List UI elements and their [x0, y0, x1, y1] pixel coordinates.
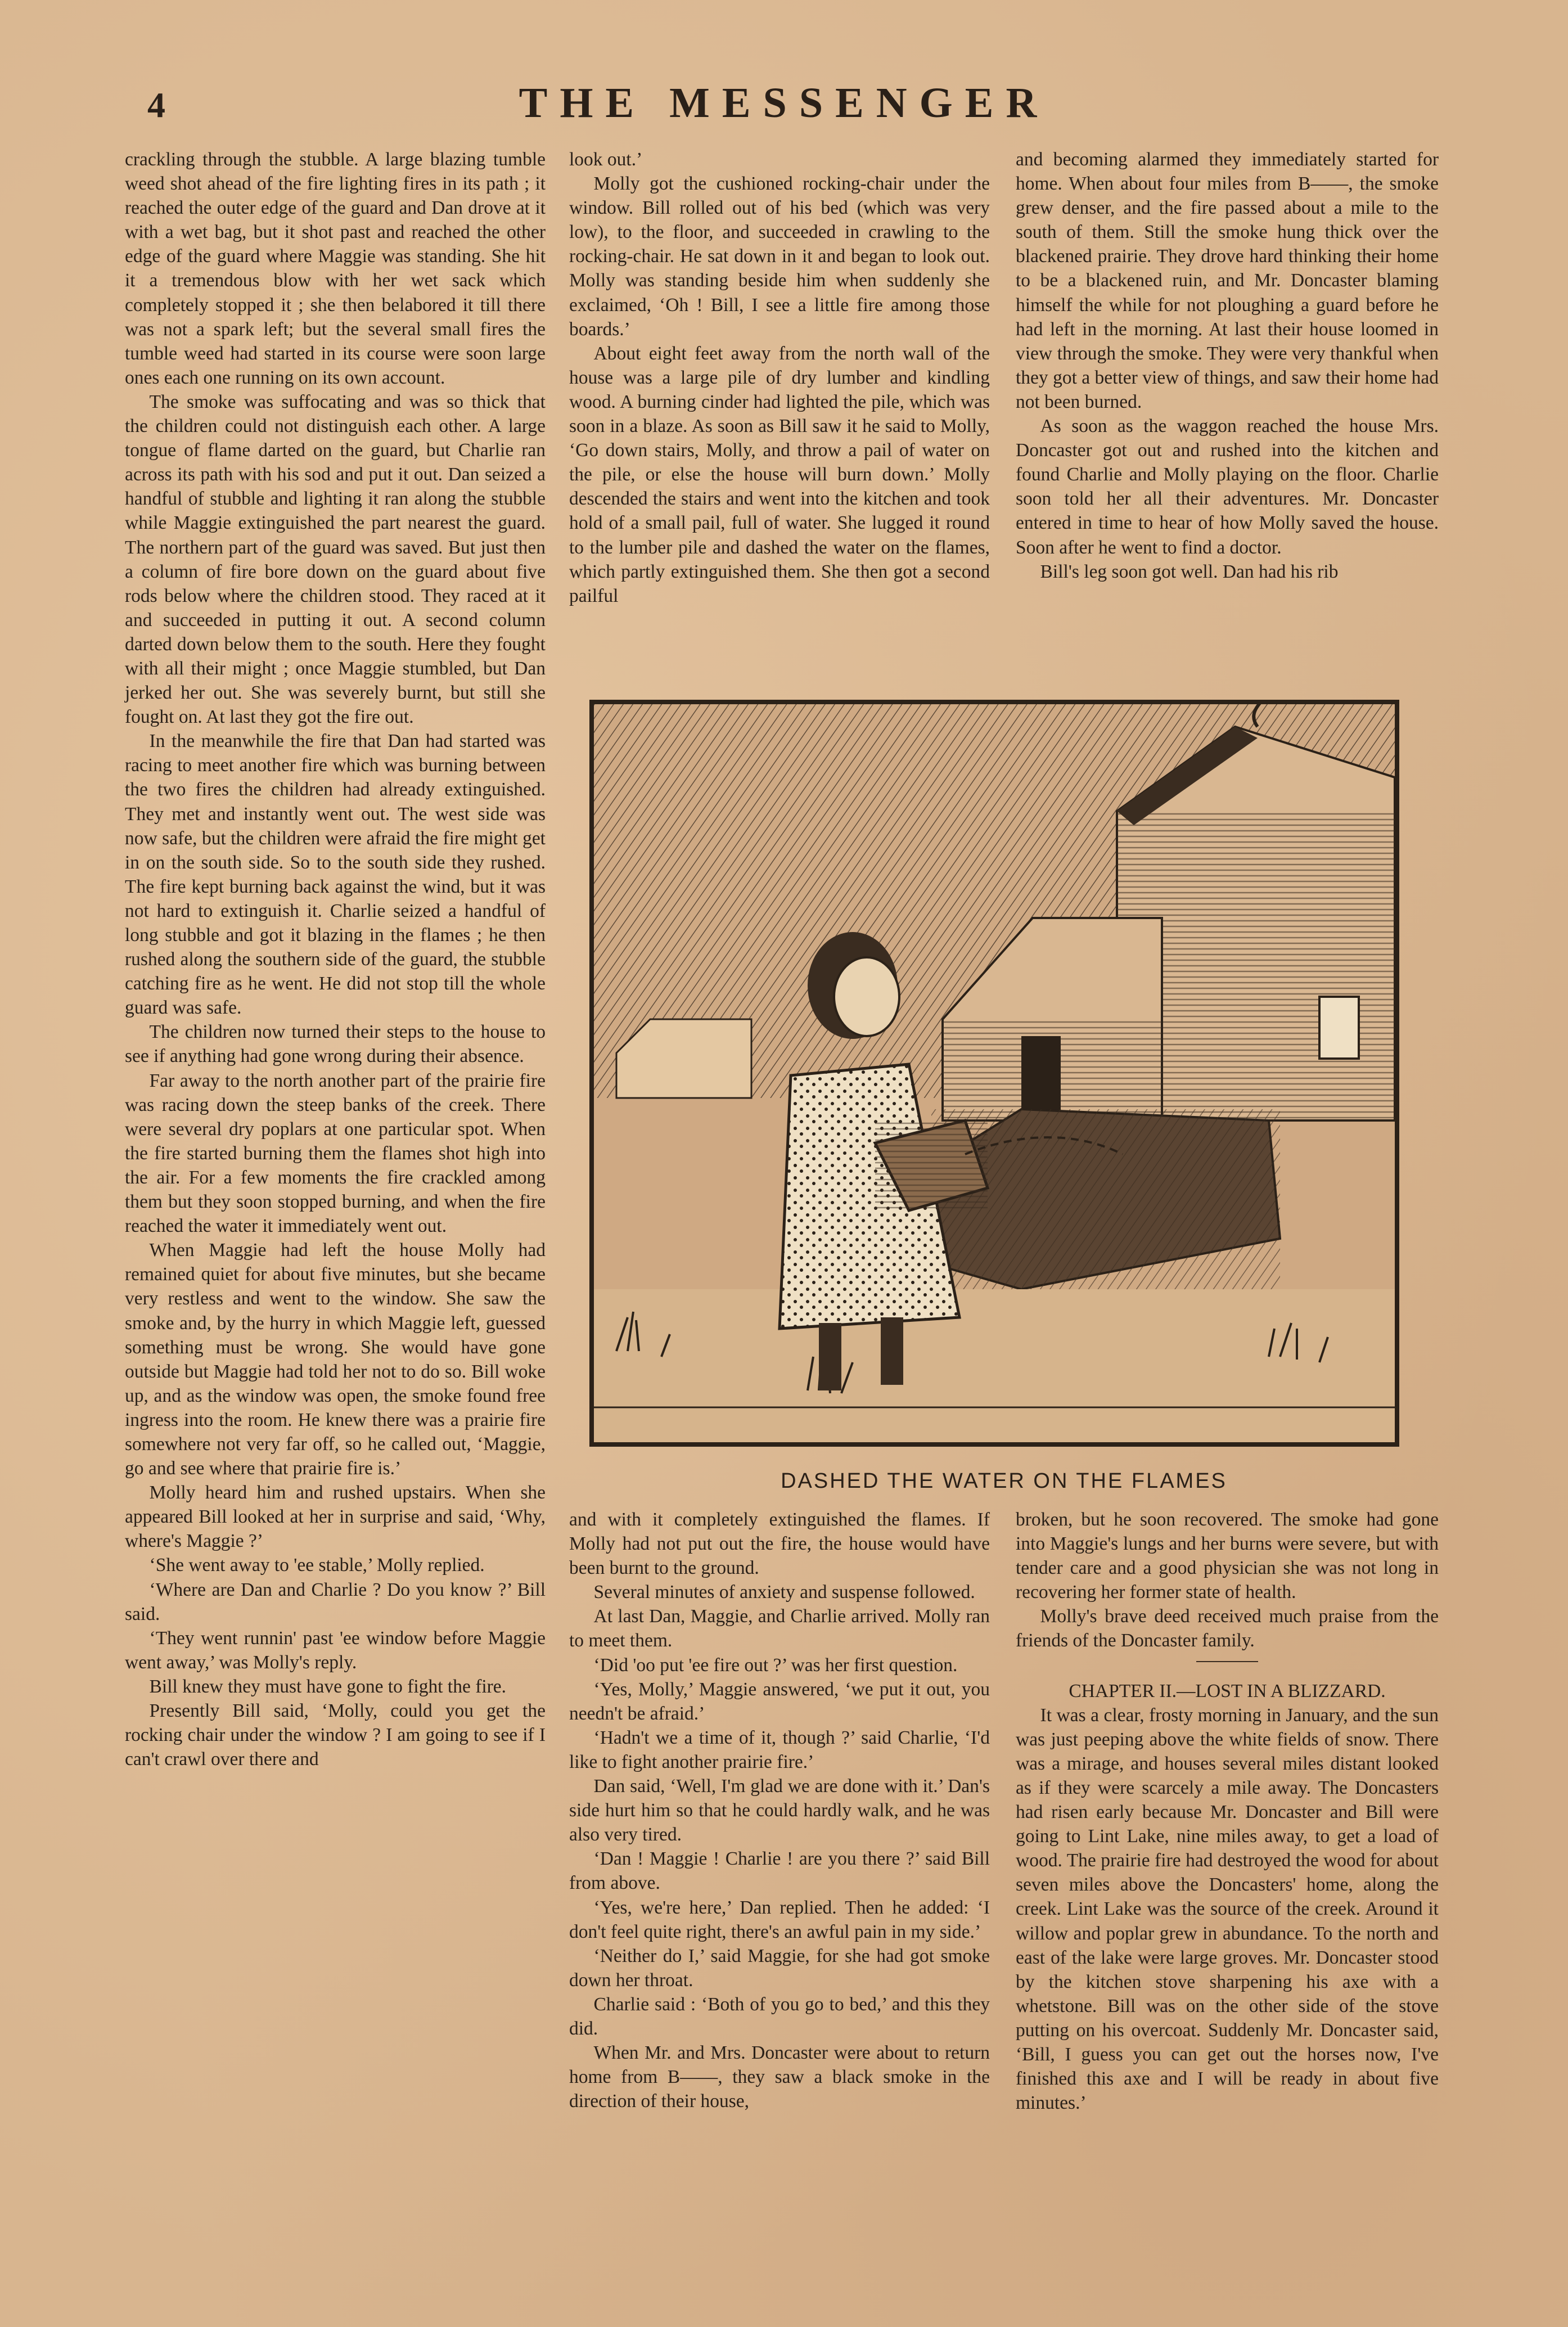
paragraph: It was a clear, frosty morning in January, and the sun was just peeping above the white fields of snow. There was a mirage, and houses several miles distant looked as if they were scarcely a mile away. The Doncasters had risen early because Mr. Doncaster and Bill were going to Lint Lake, nine miles away, to get a load of wood. The prairie fire had destroyed the wood for about seven miles above the Doncasters' home, along the creek. Lint Lake was the source of the creek. Around it willow and poplar grew in abundance. To the north and east of the lake were large groves. Mr. Doncaster stood by the kitchen stove sharpening his axe with a whetstone. Bill was on the other side of the stove putting on his overcoat. Suddenly Mr. Doncaster said, ‘Bill, I guess you can get out the horses now, I've finished this axe and I will be ready in about five minutes.’: [1016, 1704, 1439, 2114]
paragraph: crackling through the stubble. A large blazing tumble weed shot ahead of the fire lighting fires in its path ; it reached the outer edge of the guard and Dan drove at it with a wet bag, but it shot past and reached the other edge of the guard where Maggie was standing. She hit it a tremendous blow with her wet sack which completely stopped it ; she then belabored it till there was not a spark left; but the several small fires the tumble weed had started in its course were soon large ones each one running on its own account.: [125, 149, 546, 388]
page-number: 4: [147, 85, 165, 125]
paragraph: ‘They went runnin' past 'ee window before Maggie went away,’ was Molly's reply.: [125, 1627, 546, 1673]
paragraph: ‘Where are Dan and Charlie ? Do you know ?’ Bill said.: [125, 1579, 546, 1624]
text-column-2-top: [569, 147, 990, 608]
paragraph: Presently Bill said, ‘Molly, could you get the rocking chair under the window ? I am going to see if I can't crawl over there and: [125, 1700, 546, 1770]
paragraph: look out.’: [569, 149, 643, 170]
paragraph: Molly got the cushioned rocking-chair under the window. Bill rolled out of his bed (which was very low), to the floor, and succeeded in crawling to the rocking-chair. He sat down in it and began to look out. Molly was standing beside him when suddenly she exclaimed, ‘Oh ! Bill, I see a little fire among those boards.’: [569, 173, 990, 340]
paragraph: As soon as the waggon reached the house Mrs. Doncaster got out and rushed into the kitchen and found Charlie and Molly playing on the floor. Charlie soon told her all their adventures. Mr. Doncaster entered in time to hear of how Molly saved the house. Soon after he went to find a doctor.: [1016, 416, 1439, 558]
paragraph: Molly heard him and rushed upstairs. When she appeared Bill looked at her in surprise and said, ‘Why, where's Maggie ?’: [125, 1482, 546, 1552]
paragraph: ‘Yes, Molly,’ Maggie answered, ‘we put it out, you needn't be afraid.’: [569, 1678, 990, 1724]
paragraph: ‘She went away to 'ee stable,’ Molly replied.: [149, 1555, 485, 1576]
paragraph: The children now turned their steps to the house to see if anything had gone wrong during their absence.: [125, 1021, 546, 1067]
paragraph: ‘Hadn't we a time of it, though ?’ said Charlie, ‘I'd like to fight another prairie fire.’: [569, 1727, 990, 1772]
illustration-girl-with-pail: [589, 700, 1399, 1447]
paragraph: ‘Yes, we're here,’ Dan replied. Then he added: ‘I don't feel quite right, there's an awful pain in my side.’: [569, 1897, 990, 1942]
paragraph: At last Dan, Maggie, and Charlie arrived. Molly ran to meet them.: [569, 1606, 990, 1651]
paragraph: When Maggie had left the house Molly had remained quiet for about five minutes, but she became very restless and went to the window. She saw the smoke and, by the hurry in which Maggie left, guessed something must be wrong. She would have gone outside but Maggie had told her not to do so. Bill woke up, and as the window was open, the smoke found free ingress into the room. He knew there was a prairie fire somewhere not very far off, so he called out, ‘Maggie, go and see where that prairie fire is.’: [125, 1240, 546, 1479]
paragraph: ‘Neither do I,’ said Maggie, for she had got smoke down her throat.: [569, 1945, 990, 1991]
paragraph: Bill knew they must have gone to fight the fire.: [149, 1676, 507, 1697]
section-divider: [1196, 1661, 1258, 1662]
paragraph: Far away to the north another part of the prairie fire was racing down the steep banks of the creek. There were several dry poplars at one particular spot. When the fire started burning them the flames shot high into the air. For a few moments the fire crackled among them but they soon stopped burning, and when the fire reached the water it immediately went out.: [125, 1070, 546, 1237]
illustration-caption: DASHED THE WATER ON THE FLAMES: [781, 1469, 1227, 1493]
paragraph: When Mr. and Mrs. Doncaster were about to return home from B——, they saw a black smoke in the direction of their house,: [569, 2042, 990, 2112]
paragraph: and with it completely extinguished the flames. If Molly had not put out the fire, the house would have been burnt to the ground.: [569, 1509, 990, 1579]
engraving-drawing: [594, 704, 1395, 1442]
text-column-1: [125, 147, 546, 1771]
paragraph: Dan said, ‘Well, I'm glad we are done with it.’ Dan's side hurt him so that he could hardly walk, and he was also very tired.: [569, 1776, 990, 1846]
text-column-2-bottom: [569, 1507, 990, 2113]
masthead-title: THE MESSENGER: [519, 79, 1049, 127]
paragraph: Charlie said : ‘Both of you go to bed,’ and this they did.: [569, 1993, 990, 2039]
text-column-3-top: [1016, 147, 1439, 584]
paragraph: ‘Did 'oo put 'ee fire out ?’ was her first question.: [593, 1654, 958, 1676]
paragraph: and becoming alarmed they immediately started for home. When about four miles from B——, the smoke grew denser, and the fire passed about a mile to the south of them. Still the smoke hung thick over the blackened prairie. They drove hard thinking their home to be a blackened ruin, and Mr. Doncaster blaming himself the while for not ploughing a guard before he had left in the morning. At last their house loomed in view through the smoke. They were very thankful when they got a better view of things, and saw their home had not been burned.: [1016, 149, 1439, 412]
paragraph: Molly's brave deed received much praise from the friends of the Doncaster family.: [1016, 1606, 1439, 1651]
text-column-3-bottom: [1016, 1507, 1439, 2115]
paragraph: The smoke was suffocating and was so thick that the children could not distinguish each other. A large tongue of flame darted on the guard, but Charlie ran across its path with his sod and put it out. Dan seized a handful of stubble and lighting it ran along the stubble while Maggie extinguished the part nearest the guard. The northern part of the guard was saved. But just then a column of fire bore down on the guard about five rods below where the children stood. They raced at it and succeeded in putting it out. A second column darted down below them to the south. Here they fought with all their might ; once Maggie stumbled, but Dan jerked her out. She was severely burnt, but still she fought on. At last they got the fire out.: [125, 391, 546, 728]
chapter-heading: CHAPTER II.—LOST IN A BLIZZARD.: [1069, 1680, 1386, 1702]
paragraph: About eight feet away from the north wall of the house was a large pile of dry lumber and kindling wood. A burning cinder had lighted the pile, which was soon in a blaze. As soon as Bill saw it he said to Molly, ‘Go down stairs, Molly, and throw a pail of water on the pile, or else the house will burn down.’ Molly descended the stairs and went into the kitchen and took hold of a small pail, full of water. She lugged it round to the lumber pile and dashed the water on the flames, which partly extinguished them. She then got a second pailful: [569, 343, 990, 606]
paragraph: Several minutes of anxiety and suspense followed.: [593, 1582, 975, 1603]
paragraph: ‘Dan ! Maggie ! Charlie ! are you there ?’ said Bill from above.: [569, 1848, 990, 1894]
paragraph: In the meanwhile the fire that Dan had started was racing to meet another fire which was burning between the two fires the children had already extinguished. They met and instantly went out. The west side was now safe, but the children were afraid the fire might get in on the south side. So to the south side they rushed. The fire kept burning back against the wind, but it was not hard to extinguish it. Charlie seized a handful of long stubble and got it blazing in the flames ; he then rushed along the southern side of the guard, the stubble catching fire as he went. He did not stop till the whole guard was safe.: [125, 731, 546, 1019]
paragraph: Bill's leg soon got well. Dan had his rib: [1040, 561, 1339, 582]
paragraph: broken, but he soon recovered. The smoke had gone into Maggie's lungs and her burns were severe, but with tender care and a good physician she was not long in recovering her former state of health.: [1016, 1509, 1439, 1603]
